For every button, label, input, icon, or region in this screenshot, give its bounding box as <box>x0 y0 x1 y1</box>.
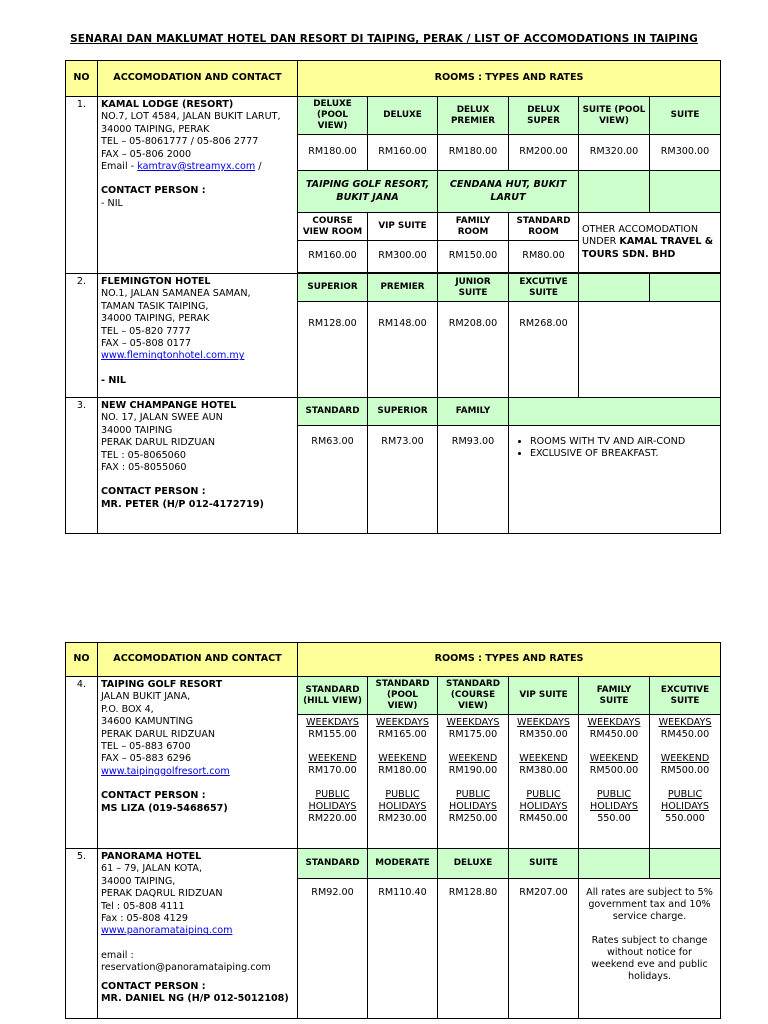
rate-value: RM250.00 <box>448 813 498 825</box>
room-type: STANDARD <box>298 849 368 879</box>
public-holidays-label: PUBLIC HOLIDAYS <box>661 788 709 813</box>
rate-value: RM450.00 <box>589 729 639 741</box>
address-line: TEL : 05-8065060 <box>101 449 186 461</box>
address-line: 34000 TAIPING, <box>101 875 176 887</box>
address-line: FAX – 05-806 2000 <box>101 148 192 160</box>
rate-value: RM300.00 <box>368 241 438 273</box>
website-link[interactable]: www.taipinggolfresort.com <box>101 765 230 777</box>
rate-value: RM268.00 <box>509 302 579 398</box>
rate-value: RM128.00 <box>298 302 368 398</box>
rate-value: RM92.00 <box>298 879 368 1019</box>
address-line: NO. 17, JALAN SWEE AUN <box>101 412 223 424</box>
weekend-label: WEEKEND <box>448 752 498 764</box>
room-type: EXCUTIVE SUITE <box>509 274 579 302</box>
address-line: TEL – 05-8061777 / 05-806 2777 <box>101 136 259 148</box>
weekdays-label: WEEKDAYS <box>376 717 429 728</box>
rate-value: RM155.00 <box>308 729 357 741</box>
rate-value: RM450.00 <box>660 729 710 741</box>
rate-value: RM180.00 <box>438 135 509 171</box>
address-line: PERAK DAQRUL RIDZUAN <box>101 888 223 900</box>
address-line: TEL – 05-820 7777 <box>101 325 191 337</box>
room-type: EXCUTIVE SUITE <box>650 677 721 715</box>
address-line: PERAK DARUL RIDZUAN <box>101 728 216 740</box>
hotel-number: 2. <box>66 274 98 398</box>
email-label: email : <box>101 949 134 961</box>
address-line: Tel : 05-808 4111 <box>101 900 185 912</box>
note-item: Rates subject to change without notice for weekend eve and public holidays. <box>591 935 708 982</box>
note-company: KAMAL TRAVEL & TOURS SDN. BHD <box>582 236 714 260</box>
room-type: STANDARD (HILL VIEW) <box>298 677 368 715</box>
room-type: STANDARD (COURSE VIEW) <box>438 677 509 715</box>
room-type: DELUX PREMIER <box>438 97 509 135</box>
rate-value: RM160.00 <box>368 135 438 171</box>
address-line: TAMAN TASIK TAIPING, <box>101 300 209 312</box>
address-line: JALAN BUKIT JANA, <box>101 691 191 703</box>
website-link[interactable]: www.panoramataiping.com <box>101 925 233 937</box>
note-text: OTHER ACCOMODATION UNDER <box>582 223 699 248</box>
rate-value: RM73.00 <box>368 426 438 534</box>
address-line: FAX – 05-883 6296 <box>101 753 192 765</box>
hotel-contact-cell <box>98 97 298 274</box>
room-type: DELUXE (POOL VIEW) <box>298 97 368 135</box>
contact-label: CONTACT PERSON : <box>101 980 206 992</box>
weekend-label: WEEKEND <box>660 752 710 764</box>
room-type: STANDARD <box>298 398 368 426</box>
weekdays-label: WEEKDAYS <box>658 717 712 728</box>
rate-value: RM80.00 <box>509 241 579 273</box>
rate-value: RM450.00 <box>519 813 568 825</box>
address-line: FAX : 05-8055060 <box>101 462 187 474</box>
contact-person: - NIL <box>101 197 123 209</box>
rate-value: RM190.00 <box>448 765 498 777</box>
room-type: COURSE VIEW ROOM <box>298 213 368 241</box>
contact-person: MR. DANIEL NG (H/P 012-5012108) <box>101 993 289 1005</box>
address-line: 34000 TAIPING, PERAK <box>101 313 210 325</box>
weekend-label: WEEKEND <box>308 752 357 764</box>
rate-value: RM63.00 <box>298 426 368 534</box>
public-holidays-label: PUBLIC HOLIDAYS <box>378 788 427 813</box>
address-line: TEL – 05-883 6700 <box>101 741 191 753</box>
rate-block <box>509 715 579 849</box>
room-type: SUITE (POOL VIEW) <box>579 97 650 135</box>
rate-value: RM200.00 <box>509 135 579 171</box>
other-accommodation-note <box>579 213 721 273</box>
table-row <box>66 274 721 302</box>
address-line: NO.7, LOT 4584, JALAN BUKIT LARUT, <box>101 111 281 123</box>
weekend-label: WEEKEND <box>519 752 568 764</box>
table-row <box>66 849 721 879</box>
email-link[interactable]: kamtrav@streamyx.com <box>137 161 256 173</box>
notes-cell <box>579 879 721 1019</box>
page-title: SENARAI DAN MAKLUMAT HOTEL DAN RESORT DI TAIPING, PERAK / LIST OF ACCOMODATIONS IN TAIPING <box>70 33 698 45</box>
room-type: VIP SUITE <box>509 677 579 715</box>
room-type: PREMIER <box>368 274 438 302</box>
room-type: SUPERIOR <box>368 398 438 426</box>
note-item: • EXCLUSIVE OF BREAKFAST. <box>530 448 717 460</box>
note-item: All rates are subject to 5% government tax and 10% service charge. <box>586 887 713 922</box>
email-line <box>101 161 294 173</box>
hotel-contact-cell <box>98 398 298 534</box>
rate-value: RM350.00 <box>519 729 568 741</box>
header-no: NO <box>66 61 98 97</box>
weekdays-label: WEEKDAYS <box>306 717 359 728</box>
room-type: JUNIOR SUITE <box>438 274 509 302</box>
table-header-row <box>66 643 721 677</box>
hotel-contact-cell <box>98 274 298 398</box>
accommodation-table-2 <box>65 642 721 1019</box>
rate-value: RM180.00 <box>298 135 368 171</box>
rate-value: RM500.00 <box>589 765 639 777</box>
hotel-number: 4. <box>66 677 98 849</box>
rate-value: RM207.00 <box>509 879 579 1019</box>
rate-value: RM320.00 <box>579 135 650 171</box>
table-row <box>66 97 721 135</box>
room-type: FAMILY ROOM <box>438 213 509 241</box>
rate-value: RM148.00 <box>368 302 438 398</box>
email-value: reservation@panoramataiping.com <box>101 962 271 974</box>
room-type: FAMILY SUITE <box>579 677 650 715</box>
hotel-name: PANORAMA HOTEL <box>101 851 202 862</box>
empty-cell <box>579 274 650 302</box>
address-line: 61 – 79, JALAN KOTA, <box>101 863 203 875</box>
public-holidays-label: PUBLIC HOLIDAYS <box>590 788 638 813</box>
contact-person: MS LIZA (019-5468657) <box>101 802 228 814</box>
rate-value: RM380.00 <box>519 765 568 777</box>
contact-label: CONTACT PERSON : <box>101 185 206 197</box>
note-item: • ROOMS WITH TV AND AIR-COND <box>530 436 717 448</box>
public-holidays-label: PUBLIC HOLIDAYS <box>449 788 497 813</box>
weekend-label: WEEKEND <box>589 752 639 764</box>
hotel-number: 1. <box>66 97 98 274</box>
address-line: PERAK DARUL RIDZUAN <box>101 437 216 449</box>
rate-value: RM220.00 <box>308 813 357 825</box>
rate-block <box>368 715 438 849</box>
header-no: NO <box>66 643 98 677</box>
table-row <box>66 398 721 426</box>
rate-value: RM175.00 <box>448 729 498 741</box>
rate-value: 550.000 <box>665 813 705 825</box>
rate-block <box>650 715 721 849</box>
room-type: SUITE <box>650 97 721 135</box>
rate-value: RM93.00 <box>438 426 509 534</box>
rate-value: RM150.00 <box>438 241 509 273</box>
contact-person: - NIL <box>101 374 127 386</box>
address-line: NO.1, JALAN SAMANEA SAMAN, <box>101 288 251 300</box>
room-type: SUPERIOR <box>298 274 368 302</box>
address-line: 34600 KAMUNTING <box>101 716 194 728</box>
contact-label: CONTACT PERSON : <box>101 486 206 498</box>
hotel-contact-cell <box>98 677 298 849</box>
contact-label: CONTACT PERSON : <box>101 790 206 802</box>
empty-cell <box>509 398 721 426</box>
address-line: P.O. BOX 4, <box>101 703 154 715</box>
hotel-name: FLEMINGTON HOTEL <box>101 276 211 287</box>
accommodation-table-1 <box>65 60 721 534</box>
hotel-number: 5. <box>66 849 98 1019</box>
empty-cell <box>650 274 721 302</box>
rate-value: RM208.00 <box>438 302 509 398</box>
empty-cell <box>650 171 721 213</box>
hotel-name: NEW CHAMPANGE HOTEL <box>101 400 237 411</box>
sub-place: TAIPING GOLF RESORT, BUKIT JANA <box>298 171 438 213</box>
room-type: SUITE <box>509 849 579 879</box>
table-row <box>66 677 721 715</box>
room-type: DELUXE <box>368 97 438 135</box>
empty-cell <box>579 849 650 879</box>
rate-block <box>298 715 368 849</box>
rate-value: RM180.00 <box>378 765 427 777</box>
public-holidays-label: PUBLIC HOLIDAYS <box>308 788 357 813</box>
empty-cell <box>579 302 721 398</box>
address-line: FAX – 05-808 0177 <box>101 338 192 350</box>
room-type: FAMILY <box>438 398 509 426</box>
sub-place: CENDANA HUT, BUKIT LARUT <box>438 171 579 213</box>
address-line: 34000 TAIPING, PERAK <box>101 123 210 135</box>
contact-person: MR. PETER (H/P 012-4172719) <box>101 498 264 510</box>
hotel-contact-cell <box>98 849 298 1019</box>
hotel-name: TAIPING GOLF RESORT <box>101 679 223 690</box>
address-line: 34000 TAIPING <box>101 424 173 436</box>
weekdays-label: WEEKDAYS <box>587 717 641 728</box>
rate-block <box>579 715 650 849</box>
email-label: Email - <box>101 161 135 173</box>
empty-cell <box>650 849 721 879</box>
rate-block <box>438 715 509 849</box>
header-contact: ACCOMODATION AND CONTACT <box>98 643 298 677</box>
weekdays-label: WEEKDAYS <box>446 717 500 728</box>
notes-cell <box>509 426 721 534</box>
room-type: STANDARD (POOL VIEW) <box>368 677 438 715</box>
rate-value: RM500.00 <box>660 765 710 777</box>
rate-value: RM170.00 <box>308 765 357 777</box>
hotel-name: KAMAL LODGE (RESORT) <box>101 99 234 110</box>
rate-value: RM128.80 <box>438 879 509 1019</box>
weekend-label: WEEKEND <box>378 752 427 764</box>
rate-value: RM160.00 <box>298 241 368 273</box>
rate-value: RM110.40 <box>368 879 438 1019</box>
header-rooms: ROOMS : TYPES AND RATES <box>298 61 721 97</box>
room-type: DELUXE <box>438 849 509 879</box>
header-contact: ACCOMODATION AND CONTACT <box>98 61 298 97</box>
email-suffix: / <box>258 161 262 173</box>
weekdays-label: WEEKDAYS <box>517 717 570 728</box>
room-type: MODERATE <box>368 849 438 879</box>
header-rooms: ROOMS : TYPES AND RATES <box>298 643 721 677</box>
room-type: VIP SUITE <box>368 213 438 241</box>
empty-cell <box>579 171 650 213</box>
table-header-row <box>66 61 721 97</box>
address-line: Fax : 05-808 4129 <box>101 913 188 925</box>
room-type: STANDARD ROOM <box>509 213 579 241</box>
website-link[interactable]: www.flemingtonhotel.com.my <box>101 350 245 362</box>
rate-value: 550.00 <box>597 813 631 825</box>
public-holidays-label: PUBLIC HOLIDAYS <box>519 788 568 813</box>
room-type: DELUX SUPER <box>509 97 579 135</box>
rate-value: RM165.00 <box>378 729 427 741</box>
rate-value: RM230.00 <box>378 813 427 825</box>
hotel-number: 3. <box>66 398 98 534</box>
rate-value: RM300.00 <box>650 135 721 171</box>
